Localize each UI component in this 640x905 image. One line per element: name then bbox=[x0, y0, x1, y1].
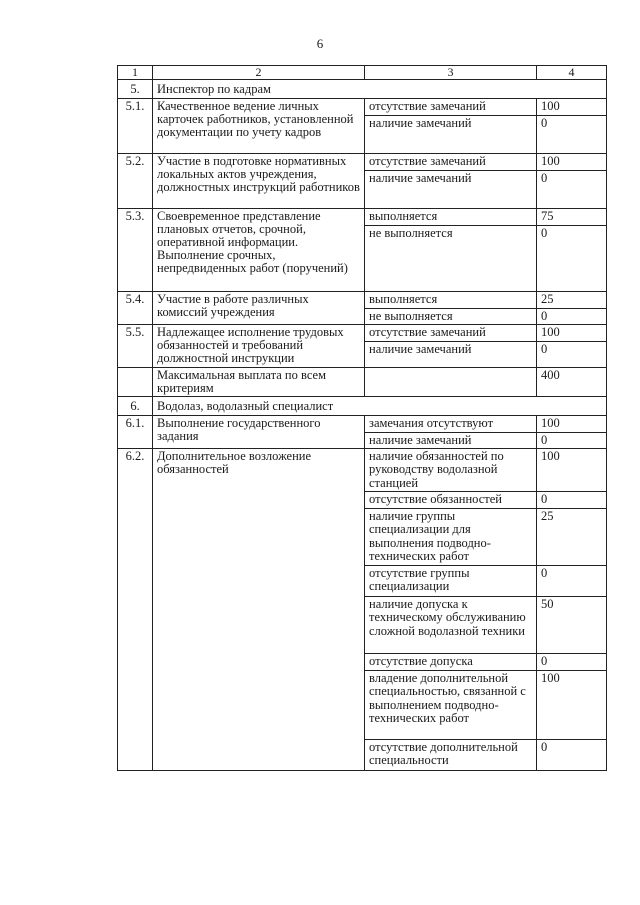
item-number: 6.1. bbox=[118, 416, 153, 449]
max-payment-value: 400 bbox=[537, 367, 607, 396]
table-row bbox=[118, 208, 607, 225]
criterion-value: 100 bbox=[537, 98, 607, 115]
item-description: Участие в подготовке нормативных локальных актов учреждения, должностных инструкций работников bbox=[153, 153, 365, 208]
empty-cell bbox=[118, 367, 153, 396]
table-header-row bbox=[118, 66, 607, 80]
table-row bbox=[118, 416, 607, 433]
criterion-value: 0 bbox=[537, 308, 607, 324]
section-row bbox=[118, 397, 607, 416]
criterion-value: 0 bbox=[537, 740, 607, 771]
criterion-value: 0 bbox=[537, 566, 607, 597]
table-row bbox=[118, 449, 607, 492]
table-row bbox=[118, 153, 607, 170]
criterion-label: отсутствие замечаний bbox=[365, 153, 537, 170]
section-number: 6. bbox=[118, 397, 153, 416]
criterion-value: 100 bbox=[537, 153, 607, 170]
item-description: Своевременное представление плановых отчетов, срочной, оперативной информации. Выполнение срочных, непредвиденных работ (поручений) bbox=[153, 208, 365, 291]
criterion-label: замечания отсутствуют bbox=[365, 416, 537, 433]
criterion-label: отсутствие обязанностей bbox=[365, 492, 537, 509]
section-number: 5. bbox=[118, 79, 153, 98]
criterion-label: выполняется bbox=[365, 208, 537, 225]
item-description: Качественное ведение личных карточек работников, установленной документации по учету кадров bbox=[153, 98, 365, 153]
table-row bbox=[118, 291, 607, 308]
criterion-value: 75 bbox=[537, 208, 607, 225]
criterion-value: 100 bbox=[537, 324, 607, 341]
empty-cell bbox=[365, 367, 537, 396]
criterion-label: отсутствие группы специализации bbox=[365, 566, 537, 597]
section-title: Водолаз, водолазный специалист bbox=[153, 397, 607, 416]
item-number: 5.5. bbox=[118, 324, 153, 367]
criterion-label: отсутствие замечаний bbox=[365, 324, 537, 341]
criterion-value: 25 bbox=[537, 509, 607, 566]
item-description: Участие в работе различных комиссий учреждения bbox=[153, 291, 365, 324]
criterion-value: 0 bbox=[537, 170, 607, 208]
criterion-value: 100 bbox=[537, 416, 607, 433]
table-row bbox=[118, 98, 607, 115]
criterion-label: наличие замечаний bbox=[365, 341, 537, 367]
criterion-value: 25 bbox=[537, 291, 607, 308]
header-col-3: 3 bbox=[365, 66, 537, 80]
item-number: 6.2. bbox=[118, 449, 153, 771]
criteria-table bbox=[117, 65, 607, 771]
criterion-label: наличие допуска к техническому обслуживанию сложной водолазной техники bbox=[365, 597, 537, 654]
criterion-value: 100 bbox=[537, 449, 607, 492]
section-row bbox=[118, 79, 607, 98]
max-payment-label: Максимальная выплата по всем критериям bbox=[153, 367, 365, 396]
header-col-2: 2 bbox=[153, 66, 365, 80]
criterion-label: наличие группы специализации для выполнения подводно-технических работ bbox=[365, 509, 537, 566]
criterion-label: владение дополнительной специальностью, связанной с выполнением подводно-технических работ bbox=[365, 671, 537, 740]
criterion-value: 0 bbox=[537, 115, 607, 153]
criterion-label: наличие обязанностей по руководству водолазной станцией bbox=[365, 449, 537, 492]
criterion-value: 50 bbox=[537, 597, 607, 654]
criterion-label: отсутствие замечаний bbox=[365, 98, 537, 115]
criterion-label: не выполняется bbox=[365, 308, 537, 324]
item-description: Выполнение государственного задания bbox=[153, 416, 365, 449]
item-number: 5.2. bbox=[118, 153, 153, 208]
item-number: 5.4. bbox=[118, 291, 153, 324]
header-col-4: 4 bbox=[537, 66, 607, 80]
criterion-label: отсутствие допуска bbox=[365, 654, 537, 671]
item-description: Дополнительное возложение обязанностей bbox=[153, 449, 365, 771]
criterion-label: выполняется bbox=[365, 291, 537, 308]
criterion-value: 0 bbox=[537, 225, 607, 291]
criterion-label: не выполняется bbox=[365, 225, 537, 291]
table-row bbox=[118, 324, 607, 341]
criterion-value: 0 bbox=[537, 433, 607, 449]
page-number: 6 bbox=[316, 36, 324, 51]
criterion-label: наличие замечаний bbox=[365, 433, 537, 449]
header-col-1: 1 bbox=[118, 66, 153, 80]
criterion-label: наличие замечаний bbox=[365, 170, 537, 208]
item-number: 5.1. bbox=[118, 98, 153, 153]
table-row bbox=[118, 367, 607, 396]
criterion-value: 0 bbox=[537, 654, 607, 671]
criterion-label: наличие замечаний bbox=[365, 115, 537, 153]
criterion-value: 0 bbox=[537, 492, 607, 509]
criterion-value: 100 bbox=[537, 671, 607, 740]
section-title: Инспектор по кадрам bbox=[153, 79, 607, 98]
item-number: 5.3. bbox=[118, 208, 153, 291]
item-description: Надлежащее исполнение трудовых обязанностей и требований должностной инструкции bbox=[153, 324, 365, 367]
criterion-value: 0 bbox=[537, 341, 607, 367]
criterion-label: отсутствие дополнительной специальности bbox=[365, 740, 537, 771]
